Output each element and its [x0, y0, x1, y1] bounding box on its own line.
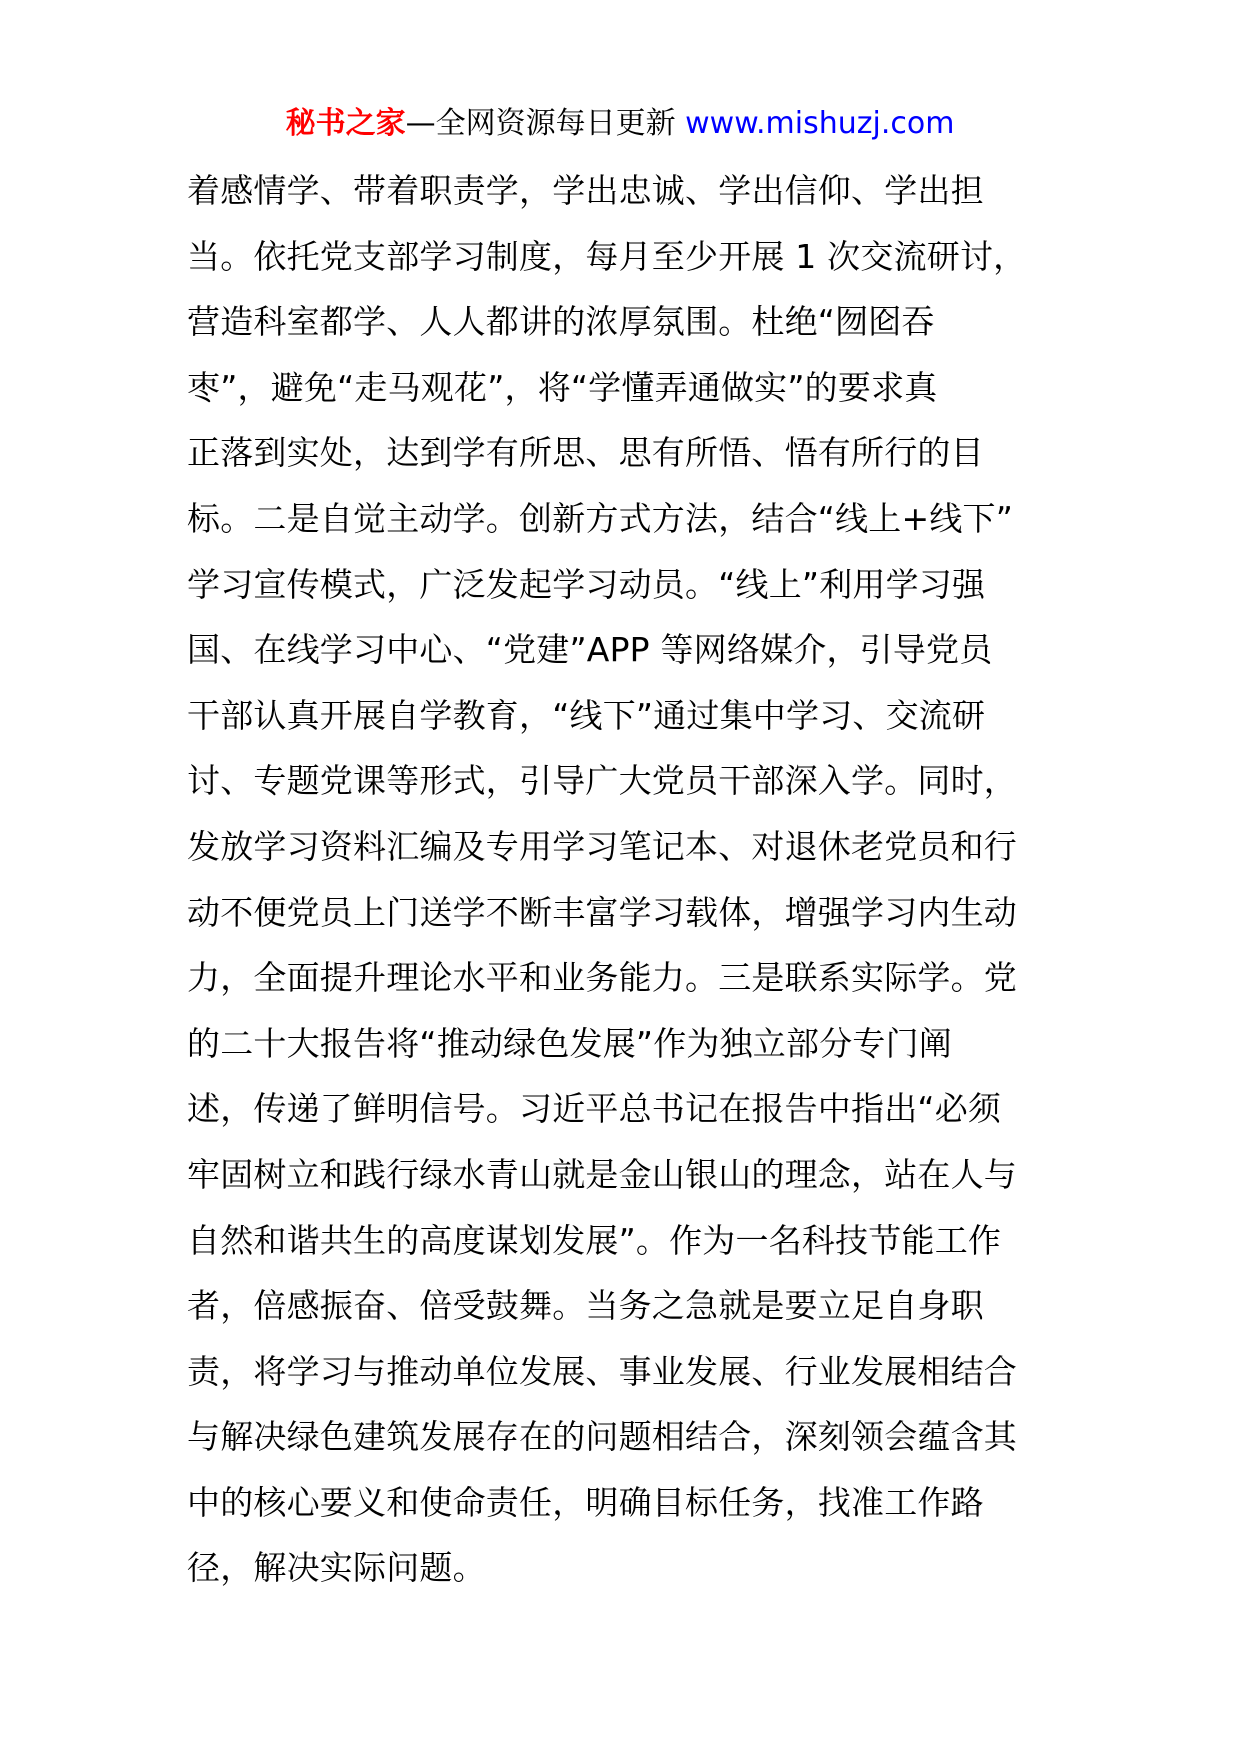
- text-line: 营造科室都学、人人都讲的浓厚氛围。杜绝“囫囵吞: [187, 302, 935, 342]
- text-line: 中的核心要义和使命责任，明确目标任务，找准工作路: [187, 1482, 984, 1522]
- text-line: 者，倍感振奋、倍受鼓舞。当务之急就是要立足自身职: [187, 1286, 984, 1326]
- text-line: 的二十大报告将“推动绿色发展”作为独立部分专门阐: [187, 1023, 952, 1063]
- text-line: 学习宣传模式，广泛发起学习动员。“线上”利用学习强: [187, 564, 986, 604]
- text-line: 责，将学习与推动单位发展、事业发展、行业发展相结合: [187, 1351, 1017, 1391]
- website-url: www.mishuzj.com: [685, 106, 955, 141]
- text-line: 当。依托党支部学习制度，每月至少开展 1 次交流研讨，: [187, 236, 1027, 276]
- text-line: 与解决绿色建筑发展存在的问题相结合，深刻领会蕴含其: [187, 1417, 1017, 1457]
- text-line: 着感情学、带着职责学，学出忠诚、学出信仰、学出担: [187, 171, 984, 210]
- brand-name: 秘书之家: [285, 106, 406, 141]
- text-line: 牢固树立和践行绿水青山就是金山银山的理念，站在人与: [187, 1154, 1017, 1194]
- text-line: 标。二是自觉主动学。创新方式方法，结合“线上+线下”: [187, 498, 1014, 538]
- text-line: 力，全面提升理论水平和业务能力。三是联系实际学。党: [187, 958, 1017, 998]
- header-tagline: —全网资源每日更新: [405, 106, 676, 141]
- text-line: 述，传递了鲜明信号。习近平总书记在报告中指出“必须: [187, 1089, 1002, 1129]
- page-header: [0, 100, 1240, 148]
- text-line: 国、在线学习中心、“党建”APP 等网络媒介，引导党员: [187, 630, 993, 670]
- text-line: 径，解决实际问题。: [187, 1548, 486, 1588]
- text-line: 干部认真开展自学教育，“线下”通过集中学习、交流研: [187, 695, 986, 735]
- text-line: 发放学习资料汇编及专用学习笔记本、对退休老党员和行: [187, 826, 1017, 866]
- text-line: 枣”，避免“走马观花”，将“学懂弄通做实”的要求真: [187, 367, 938, 407]
- text-line: 动不便党员上门送学不断丰富学习载体，增强学习内生动: [187, 892, 1017, 932]
- body-paragraph: [187, 158, 1057, 1601]
- text-line: 正落到实处，达到学有所思、思有所悟、悟有所行的目: [187, 433, 984, 473]
- text-line: 自然和谐共生的高度谋划发展”。作为一名科技节能工作: [187, 1220, 1002, 1260]
- text-line: 讨、专题党课等形式，引导广大党员干部深入学。同时，: [187, 761, 1017, 801]
